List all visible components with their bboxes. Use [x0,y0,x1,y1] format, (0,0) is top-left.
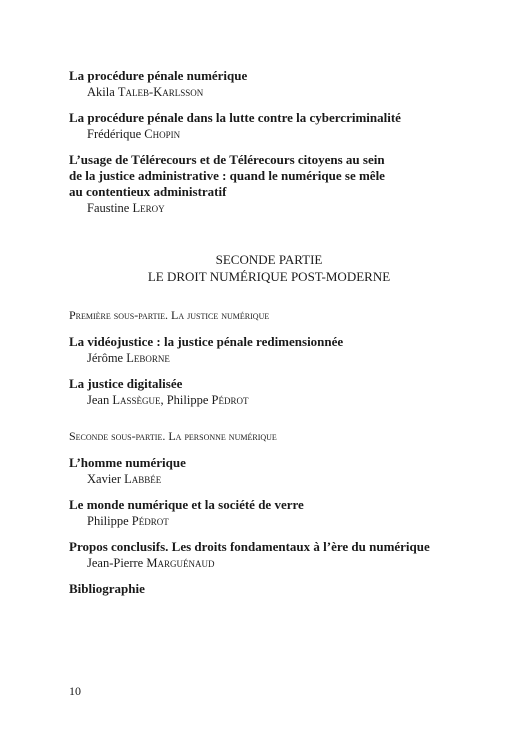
entry-author [87,84,469,100]
entry-author [87,471,469,487]
entry-author [87,555,469,571]
entry-title[interactable]: La vidéojustice : la justice pénale redimensionnée [69,334,344,349]
toc-entry [69,152,469,216]
page-number: 10 [69,684,81,698]
author-last-name: Pédrot [131,514,169,528]
entry-author [87,350,469,366]
subpart-heading[interactable]: Seconde sous-partie. La personne numérique [69,429,277,443]
author-last-name: Leroy [132,201,165,215]
entry-title[interactable]: Le monde numérique et la société de verre [69,497,304,512]
author-last-name: Marguénaud [146,556,215,570]
author-last-name: Lassègue [112,393,161,407]
author-last-name: Pédrot [211,393,249,407]
part-heading-line1: SECONDE PARTIE [215,252,323,267]
entry-title[interactable]: L’homme numérique [69,455,186,470]
entry-title[interactable]: La procédure pénale numérique [69,68,248,83]
author-first-name: Philippe [87,514,129,528]
author-first-name: Faustine [87,201,130,215]
author-first-name: Akila [87,85,115,99]
author-last-name: Leborne [126,351,170,365]
author-first-name: Philippe [166,393,209,407]
part-heading-line2: LE DROIT NUMÉRIQUE POST-MODERNE [147,269,391,284]
entry-title[interactable]: La procédure pénale dans la lutte contre la cybercriminalité [69,110,401,125]
toc-entry [69,455,469,487]
toc-entry [69,497,469,529]
toc-entry [69,539,469,571]
entry-title-line[interactable]: de la justice administrative : quand le numérique se mêle [69,168,385,183]
entry-author [87,513,469,529]
entry-title-line[interactable]: au contentieux administratif [69,184,227,199]
part-heading [69,251,469,285]
entry-author: Jean Lassègue, Philippe Pédrot [87,393,249,407]
toc-entry [69,68,469,100]
author-last-name: Labbée [124,472,162,486]
author-last-name: Taleb-Karlsson [117,85,204,99]
entry-author [87,200,469,216]
author-first-name: Jérôme [87,351,124,365]
toc-entry [69,376,469,408]
entry-title-line[interactable]: L’usage de Télérecours et de Télérecours citoyens au sein [69,152,385,167]
bibliography-entry[interactable]: Bibliographie [69,581,145,596]
author-first-name: Jean-Pierre [87,556,144,570]
subpart-heading[interactable]: Première sous-partie. La justice numérique [69,308,270,322]
author-first-name: Xavier [87,472,122,486]
table-of-contents [69,64,469,597]
author-first-name: Frédérique [87,127,142,141]
author-last-name: Chopin [144,127,181,141]
entry-title[interactable]: Propos conclusifs. Les droits fondamentaux à l’ère du numérique [69,539,430,554]
author-first-name: Jean [87,393,110,407]
entry-title[interactable]: La justice digitalisée [69,376,183,391]
toc-entry [69,110,469,142]
entry-author [87,126,469,142]
toc-entry [69,334,469,366]
